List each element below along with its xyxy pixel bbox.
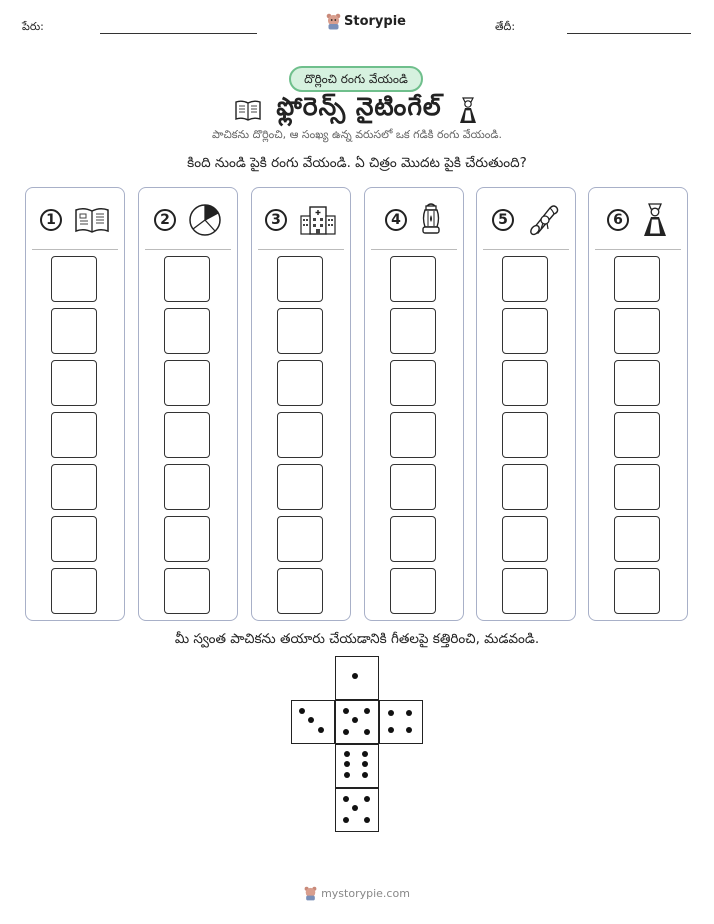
hospital-icon <box>299 204 337 236</box>
subtitle: పాచికను దొర్లించి, ఆ సంఖ్య ఉన్న వరుసలో ఒక గడికి రంగు వేయండి. <box>212 128 502 141</box>
column-number: 6 <box>607 209 629 231</box>
column-1 <box>25 187 125 621</box>
column-number: 2 <box>154 209 176 231</box>
color-cell[interactable] <box>277 256 323 302</box>
die-face[interactable] <box>379 700 423 744</box>
column-5 <box>476 187 576 621</box>
brand-logo <box>326 13 406 30</box>
color-cell[interactable] <box>51 568 97 614</box>
lantern-icon <box>419 202 443 238</box>
die-face[interactable] <box>335 656 379 700</box>
color-cell[interactable] <box>502 256 548 302</box>
color-cell[interactable] <box>390 464 436 510</box>
color-cell[interactable] <box>164 464 210 510</box>
book-icon <box>74 205 110 235</box>
color-cell[interactable] <box>164 568 210 614</box>
color-cell[interactable] <box>502 360 548 406</box>
color-cell[interactable] <box>164 360 210 406</box>
cell-stack <box>51 256 97 620</box>
color-cell[interactable] <box>51 412 97 458</box>
color-cell[interactable] <box>390 516 436 562</box>
color-cell[interactable] <box>277 360 323 406</box>
column-6 <box>588 187 688 621</box>
color-cell[interactable] <box>614 360 660 406</box>
instruction-text: కింది నుండి పైకి రంగు వేయండి. ఏ చిత్రం మొదట పైకి చేరుతుంది? <box>187 155 527 171</box>
cell-stack <box>614 256 660 620</box>
cell-stack <box>164 256 210 620</box>
column-4 <box>364 187 464 621</box>
pie-chart-icon <box>188 203 222 237</box>
color-cell[interactable] <box>614 516 660 562</box>
color-cell[interactable] <box>51 308 97 354</box>
color-cell[interactable] <box>277 464 323 510</box>
color-cell[interactable] <box>390 412 436 458</box>
bear-icon <box>304 886 317 901</box>
cell-stack <box>277 256 323 620</box>
name-label: పేరు: <box>22 20 44 33</box>
page-title: ఫ్లోరెన్స్ నైటింగేల్ <box>276 92 442 121</box>
cell-stack <box>502 256 548 620</box>
cut-instruction: మీ స్వంత పాచికను తయారు చేయడానికి గీతలపై కత్తిరించి, మడవండి. <box>174 631 540 647</box>
die-face[interactable] <box>335 788 379 832</box>
date-label: తేదీ: <box>495 20 516 33</box>
name-line[interactable] <box>100 33 257 34</box>
color-cell[interactable] <box>164 308 210 354</box>
color-cell[interactable] <box>390 256 436 302</box>
color-cell[interactable] <box>277 516 323 562</box>
color-cell[interactable] <box>614 464 660 510</box>
color-cell[interactable] <box>390 568 436 614</box>
color-cell[interactable] <box>614 412 660 458</box>
color-cell[interactable] <box>390 308 436 354</box>
book-icon <box>234 98 262 122</box>
color-cell[interactable] <box>277 412 323 458</box>
footer <box>0 886 714 901</box>
scroll-icon <box>526 202 560 238</box>
color-cell[interactable] <box>614 256 660 302</box>
column-number: 3 <box>265 209 287 231</box>
die-face[interactable] <box>335 744 379 788</box>
color-cell[interactable] <box>502 412 548 458</box>
nurse-icon <box>641 201 669 239</box>
bear-icon <box>326 13 341 30</box>
color-cell[interactable] <box>502 516 548 562</box>
color-cell[interactable] <box>51 360 97 406</box>
nurse-icon <box>456 95 480 125</box>
brand-name: Storypie <box>344 14 406 29</box>
color-cell[interactable] <box>614 308 660 354</box>
color-cell[interactable] <box>51 464 97 510</box>
color-cell[interactable] <box>502 568 548 614</box>
color-cell[interactable] <box>502 308 548 354</box>
color-cell[interactable] <box>164 256 210 302</box>
column-2 <box>138 187 238 621</box>
color-cell[interactable] <box>164 516 210 562</box>
footer-url[interactable]: mystorypie.com <box>321 887 410 900</box>
color-cell[interactable] <box>502 464 548 510</box>
column-number: 1 <box>40 209 62 231</box>
color-cell[interactable] <box>51 256 97 302</box>
color-cell[interactable] <box>51 516 97 562</box>
date-line[interactable] <box>567 33 691 34</box>
die-face[interactable] <box>291 700 335 744</box>
column-number: 5 <box>492 209 514 231</box>
color-cell[interactable] <box>614 568 660 614</box>
die-face[interactable] <box>335 700 379 744</box>
color-cell[interactable] <box>164 412 210 458</box>
activity-badge: దొర్లించి రంగు వేయండి <box>289 66 423 92</box>
color-cell[interactable] <box>390 360 436 406</box>
color-cell[interactable] <box>277 568 323 614</box>
column-3 <box>251 187 351 621</box>
column-number: 4 <box>385 209 407 231</box>
color-cell[interactable] <box>277 308 323 354</box>
cell-stack <box>390 256 436 620</box>
title-row <box>0 92 714 128</box>
